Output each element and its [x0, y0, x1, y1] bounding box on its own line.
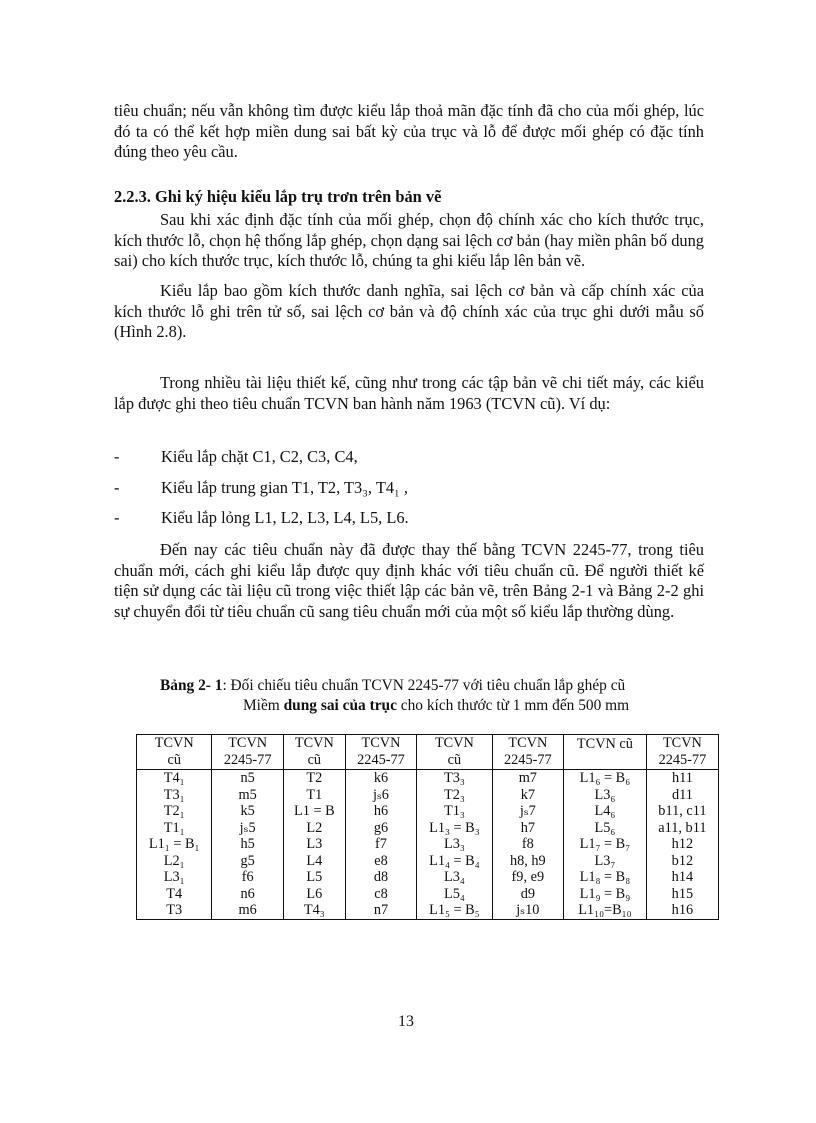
table-row	[137, 886, 719, 903]
table-cell: h8, h9	[492, 853, 563, 870]
table-cell: L2₁	[137, 853, 212, 870]
table-cell: L5	[283, 869, 345, 886]
table-cell: f8	[492, 836, 563, 853]
table-cell: L6	[283, 886, 345, 903]
table-cell: T3₃	[417, 770, 492, 787]
table-cell: h5	[212, 836, 283, 853]
table-cell: L1₃ = B₃	[417, 820, 492, 837]
table-cell: a11, b11	[646, 820, 718, 837]
paragraph-2: Kiểu lắp bao gồm kích thước danh nghĩa, sai lệch cơ bản và cấp chính xác của kích thước lỗ ghi trên tử số, sai lệch cơ bản và độ chính xác của trục ghi dưới mẫu số (Hình 2.8).	[114, 281, 704, 341]
table-cell: T1₁	[137, 820, 212, 837]
table-cell: T2₁	[137, 803, 212, 820]
table-cell: L1₁ = B₁	[137, 836, 212, 853]
table-cell: n5	[212, 770, 283, 787]
table-cell: T4	[137, 886, 212, 903]
table-cell: L4	[283, 853, 345, 870]
table-cell: f7	[345, 836, 416, 853]
table-cell: h14	[646, 869, 718, 886]
table-cell: h11	[646, 770, 718, 787]
table-cell: T3	[137, 902, 212, 919]
column-header: TCVN cũ	[137, 735, 212, 770]
column-header: TCVN cũ	[417, 735, 492, 770]
table-cell: f9, e9	[492, 869, 563, 886]
table-row	[137, 770, 719, 787]
table-cell: L2	[283, 820, 345, 837]
paragraph-3: Trong nhiều tài liệu thiết kế, cũng như trong các tập bản vẽ chi tiết máy, các kiểu lắp được ghi theo tiêu chuẩn TCVN ban hành năm 1963 (TCVN cũ). Ví dụ:	[114, 373, 704, 413]
table-cell: L1₉ = B₉	[564, 886, 647, 903]
table-cell: k7	[492, 787, 563, 804]
table-cell: T1₃	[417, 803, 492, 820]
table-cell: T3₁	[137, 787, 212, 804]
table-cell: L1 = B	[283, 803, 345, 820]
table-cell: L4₆	[564, 803, 647, 820]
table-cell: L3₁	[137, 869, 212, 886]
table-cell: h15	[646, 886, 718, 903]
table-cell: f6	[212, 869, 283, 886]
table-cell: L3₇	[564, 853, 647, 870]
table-cell: L1₈ = B₈	[564, 869, 647, 886]
table-row	[137, 869, 719, 886]
table-cell: jₛ10	[492, 902, 563, 919]
table-cell: jₛ7	[492, 803, 563, 820]
table-cell: h6	[345, 803, 416, 820]
table-cell: n6	[212, 886, 283, 903]
table-cell: L3₆	[564, 787, 647, 804]
caption-line1: : Đối chiếu tiêu chuẩn TCVN 2245-77 với tiêu chuẩn lắp ghép cũ	[222, 677, 626, 694]
table-cell: k5	[212, 803, 283, 820]
table-cell: jₛ6	[345, 787, 416, 804]
table-header-row	[137, 735, 719, 770]
table-cell: L5₄	[417, 886, 492, 903]
caption-label: Bảng 2- 1	[160, 677, 223, 694]
section-heading: 2.2.3. Ghi ký hiệu kiểu lắp trụ trơn trên bản vẽ	[114, 187, 442, 206]
table-cell: T1	[283, 787, 345, 804]
table-cell: T2₃	[417, 787, 492, 804]
table-row	[137, 820, 719, 837]
table-cell: h7	[492, 820, 563, 837]
table-cell: L1₄ = B₄	[417, 853, 492, 870]
table-cell: k6	[345, 770, 416, 787]
table-cell: d11	[646, 787, 718, 804]
table-cell: n7	[345, 902, 416, 919]
table-row	[137, 836, 719, 853]
table-cell: L1₁₀=B₁₀	[564, 902, 647, 919]
table-cell: L3₄	[417, 869, 492, 886]
column-header: TCVN 2245-77	[646, 735, 718, 770]
column-header: TCVN 2245-77	[212, 735, 283, 770]
comparison-table	[136, 734, 719, 920]
table-cell: T4₃	[283, 902, 345, 919]
table-cell: T2	[283, 770, 345, 787]
column-header: TCVN 2245-77	[345, 735, 416, 770]
table-caption: Bảng 2- 1: Đối chiếu tiêu chuẩn TCVN 2245-77 với tiêu chuẩn lắp ghép cũ Miềm dung sai của trục cho kích thước từ 1 mm đến 500 mm	[160, 677, 630, 714]
table-row	[137, 803, 719, 820]
table-cell: L3	[283, 836, 345, 853]
caption-emphasis: dung sai của trục	[283, 697, 397, 714]
document-page: tiêu chuẩn; nếu vẫn không tìm được kiểu lắp thoả mãn đặc tính đã cho của mối ghép, lúc đó ta có thể kết hợp miền dung sai bất kỳ của trục và lỗ để được mối ghép có đặc tính đúng theo yêu cầu. 2.2.3. Ghi ký hiệu kiểu lắp trụ trơn trên bản vẽ Sau khi xác định đặc tính của mối ghép, chọn độ chính xác cho kích thước trục, kích thước lỗ, chọn hệ thống lắp ghép, chọn dạng sai lệch cơ bản (hay miền phân bố dung sai) cho kích thước trục, kích thước lỗ, chúng ta ghi kiểu lắp lên bản vẽ. Kiểu lắp bao gồm kích thước danh nghĩa, sai lệch cơ bản và cấp chính xác của kích thước lỗ ghi trên tử số, sai lệch cơ bản và độ chính xác của trục ghi dưới mẫu số (Hình 2.8). Trong nhiều tài liệu thiết kế, cũng như trong các tập bản vẽ chi tiết máy, các kiểu lắp được ghi theo tiêu chuẩn TCVN ban hành năm 1963 (TCVN cũ). Ví dụ: - Kiểu lắp chặt C1, C2, C3, C4, - Kiểu lắp trung gian T1, T2, T3₃, T4₁ , - Kiểu lắp lỏng L1, L2, L3, L4, L5, L6. Đến nay các tiêu chuẩn này đã được thay thế bằng TCVN 2245-77, trong tiêu chuẩn mới, cách ghi kiểu lắp được quy định khác với tiêu chuẩn cũ. Để người thiết kế tiện sử dụng các tài liệu cũ trong việc thiết lập các bản vẽ, trên Bảng 2-1 và Bảng 2-2 ghi sự chuyển đổi từ tiêu chuẩn cũ sang tiêu chuẩn mới của một số kiểu lắp thường dùng. Bảng 2- 1: Đối chiếu tiêu chuẩn TCVN 2245-77 với tiêu chuẩn lắp ghép cũ Miềm dung sai của trục cho kích thước từ 1 mm đến 500 mm TCVN cũ TCVN 2245-77 TCVN cũ TCVN 2245-77 TCVN cũ TCVN 2245-77 TCVN cũ TCVN 2245-77 T4₁ n5 T2 k6 T3₃ m7 L1₆ = B₆ h11 T3₁ m5 T1 jₛ6 T2₃ k7 L3₆ d11 T2₁ k5 L1 = B h6 T1₃ jₛ7 L4₆ b11, c11 T1₁ jₛ5 L2 g6 L1₃ = B₃ h7 L5₆ a11, b11 L1₁ = B₁ h5 L3 f7 L3₃ f8 L1₇ = B₇ h12 L2₁ g5 L4 e8 L1₄ = B₄ h8, h9 L3₇ b12 L3₁ f6 L5 d8 L3₄ f9, e9 L1₈ = B₈ h14 T4 n6 L6 c8 L5₄ d9 L1₉ = B₉ h15 T3 m6 T4₃ n7 L1₅ = B₅ jₛ10 L1₁₀=B₁₀ h16 13	[0, 0, 816, 1123]
table-cell: m6	[212, 902, 283, 919]
table-cell: c8	[345, 886, 416, 903]
table-cell: g5	[212, 853, 283, 870]
table-cell: L1₅ = B₅	[417, 902, 492, 919]
table-cell: m5	[212, 787, 283, 804]
table-cell: L3₃	[417, 836, 492, 853]
table-cell: L5₆	[564, 820, 647, 837]
page-number: 13	[398, 1013, 414, 1030]
paragraph-4: Đến nay các tiêu chuẩn này đã được thay thế bằng TCVN 2245-77, trong tiêu chuẩn mới, cách ghi kiểu lắp được quy định khác với tiêu chuẩn cũ. Để người thiết kế tiện sử dụng các tài liệu cũ trong việc thiết lập các bản vẽ, trên Bảng 2-1 và Bảng 2-2 ghi sự chuyển đổi từ tiêu chuẩn cũ sang tiêu chuẩn mới của một số kiểu lắp thường dùng.	[114, 540, 704, 621]
paragraph-1: Sau khi xác định đặc tính của mối ghép, chọn độ chính xác cho kích thước trục, kích thước lỗ, chọn hệ thống lắp ghép, chọn dạng sai lệch cơ bản (hay miền phân bố dung sai) cho kích thước trục, kích thước lỗ, chúng ta ghi kiểu lắp lên bản vẽ.	[114, 210, 704, 270]
column-header: TCVN cũ	[283, 735, 345, 770]
table-cell: h12	[646, 836, 718, 853]
table-cell: jₛ5	[212, 820, 283, 837]
table-row	[137, 787, 719, 804]
table-row	[137, 853, 719, 870]
table-cell: b12	[646, 853, 718, 870]
table-row	[137, 902, 719, 919]
table-cell: d9	[492, 886, 563, 903]
table-cell: g6	[345, 820, 416, 837]
column-header: TCVN cũ	[564, 735, 647, 770]
table-cell: L1₇ = B₇	[564, 836, 647, 853]
table-cell: h16	[646, 902, 718, 919]
table-cell: L1₆ = B₆	[564, 770, 647, 787]
table-cell: e8	[345, 853, 416, 870]
paragraph-intro: tiêu chuẩn; nếu vẫn không tìm được kiểu lắp thoả mãn đặc tính đã cho của mối ghép, lúc đó ta có thể kết hợp miền dung sai bất kỳ của trục và lỗ để được mối ghép có đặc tính đúng theo yêu cầu.	[114, 101, 704, 161]
table-cell: m7	[492, 770, 563, 787]
table-cell: b11, c11	[646, 803, 718, 820]
table-cell: T4₁	[137, 770, 212, 787]
table-cell: d8	[345, 869, 416, 886]
column-header: TCVN 2245-77	[492, 735, 563, 770]
